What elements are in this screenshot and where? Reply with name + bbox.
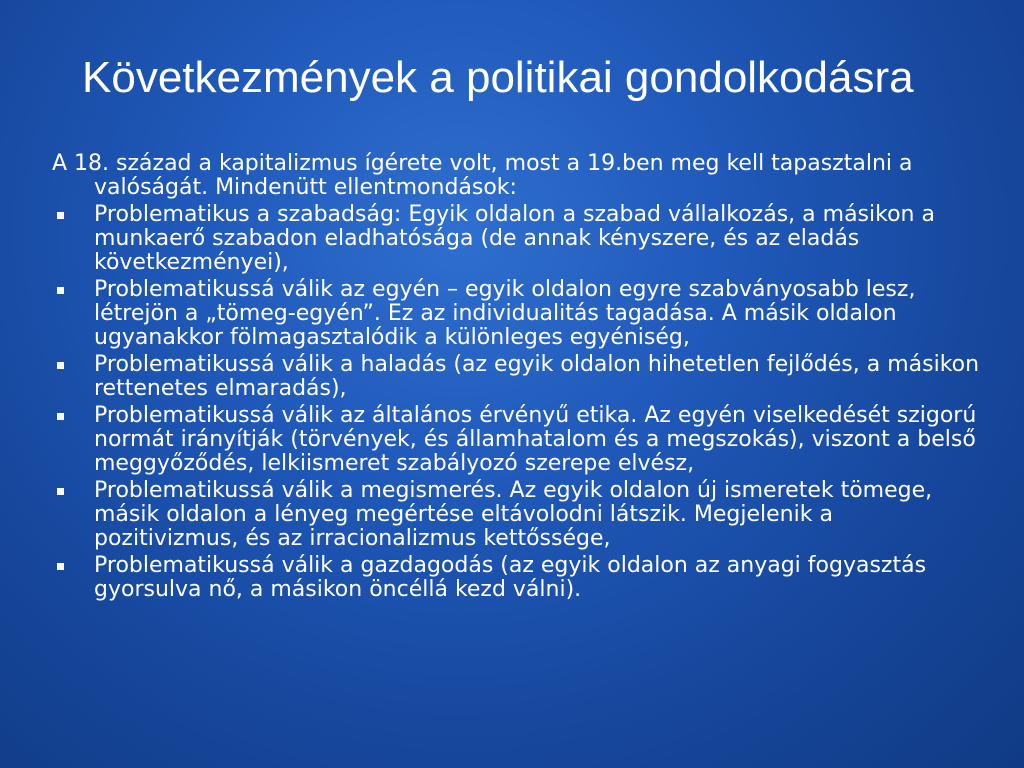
bullet-text: Problematikussá válik a gazdagodás (az egyik oldalon az anyagi fogyasztás gyorsulva nő, a másikon öncéllá kezd válni). — [94, 553, 927, 602]
square-bullet-icon — [57, 413, 64, 420]
bullet-text: Problematikussá válik a haladás (az egyik oldalon hihetetlen fejlődés, a másikon rettenetes elmaradás), — [94, 352, 980, 401]
bullet-text: Problematikussá válik a megismerés. Az egyik oldalon új ismeretek tömege, másik oldalon a lényeg megértése eltávolodni látszik. Megjelenik a pozitivizmus, és az irracionalizmus kettőssége, — [94, 478, 933, 551]
bullet-text: Problematikussá válik az általános érvényű etika. Az egyén viselkedését szigorú normát irányítják (törvények, és államhatalom és a megszokás), viszont a belső meggyőződés, lelkiismeret szabályozó szerepe elvész, — [94, 403, 977, 476]
square-bullet-icon — [57, 488, 64, 495]
list-item — [52, 203, 982, 275]
bullet-list — [52, 203, 982, 602]
slide-body — [52, 152, 982, 605]
slide-title: Következmények a politikai gondolkodásra — [82, 53, 914, 102]
list-item — [52, 278, 982, 350]
square-bullet-icon — [57, 287, 64, 294]
list-item — [52, 554, 982, 602]
list-item — [52, 479, 982, 551]
bullet-text: Problematikus a szabadság: Egyik oldalon a szabad vállalkozás, a másikon a munkaerő szabadon eladhatósága (de annak kényszere, és az eladás következményei), — [94, 202, 935, 275]
list-item — [52, 404, 982, 476]
list-item — [52, 353, 982, 401]
square-bullet-icon — [57, 212, 64, 219]
bullet-text: Problematikussá válik az egyén – egyik oldalon egyre szabványosabb lesz, létrejön a „tömeg-egyén”. Ez az individualitás tagadása. A másik oldalon ugyanakkor fölmagasztalódik a különleges egyéniség, — [94, 277, 916, 350]
square-bullet-icon — [57, 362, 64, 369]
intro-paragraph: A 18. század a kapitalizmus ígérete volt, most a 19.ben meg kell tapasztalni a valóságát. Mindenütt ellentmondások: — [52, 151, 913, 200]
square-bullet-icon — [57, 563, 64, 570]
